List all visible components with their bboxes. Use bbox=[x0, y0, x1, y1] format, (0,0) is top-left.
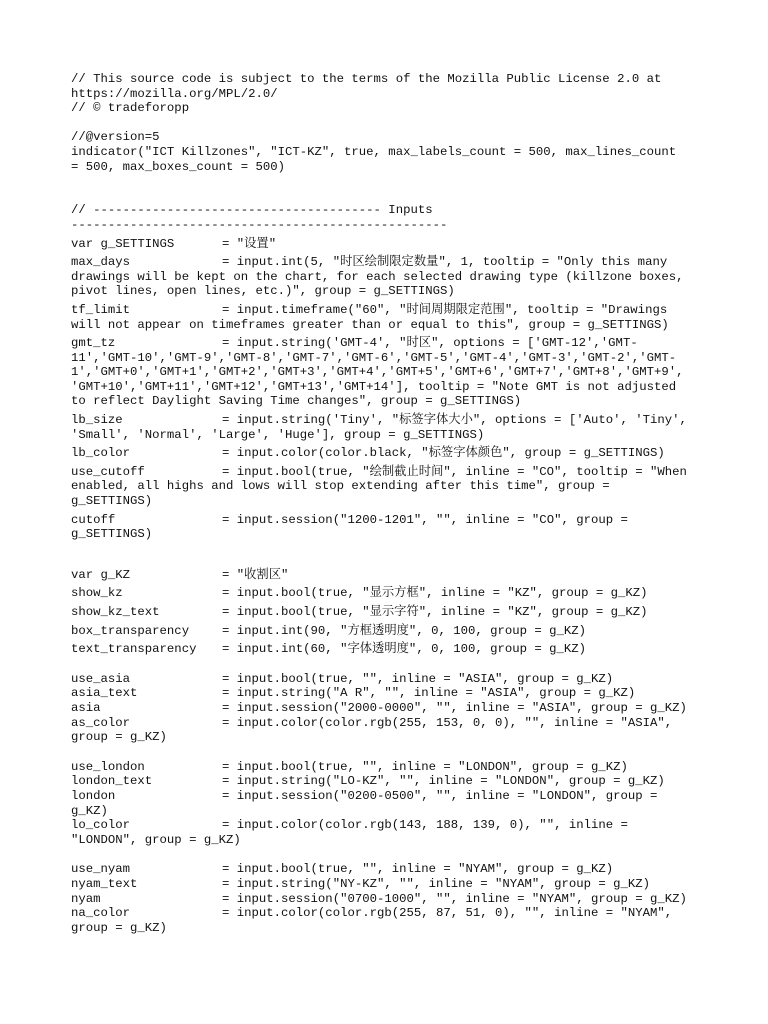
code-line-var-g-settings bbox=[71, 237, 701, 252]
variable-assignment: = input.session("1200-1201", "", inline = "CO", group = bbox=[222, 512, 628, 527]
code-line-continuation: 'Small', 'Normal', 'Large', 'Huge'], group = g_SETTINGS) bbox=[71, 427, 485, 442]
variable-assignment: = input.color(color.rgb(255, 153, 0, 0), "", inline = "ASIA", bbox=[222, 715, 673, 730]
code-line-london-text bbox=[71, 774, 701, 789]
variable-name: gmt_tz bbox=[71, 336, 116, 351]
variable-name: asia_text bbox=[71, 686, 138, 701]
author-comment: // © tradeforopp bbox=[71, 101, 190, 116]
variable-name: lo_color bbox=[71, 818, 131, 833]
variable-name: cutoff bbox=[71, 512, 116, 527]
variable-name: use_asia bbox=[71, 671, 131, 686]
variable-assignment: = input.timeframe("60", "时间周期限定范围", tooltip = "Drawings bbox=[222, 302, 668, 317]
variable-assignment: = input.int(5, "时区绘制限定数量", 1, tooltip = "Only this many bbox=[222, 255, 668, 270]
license-comment: // This source code is subject to the terms of the Mozilla Public License 2.0 at bbox=[71, 72, 662, 86]
code-line-text-transparency bbox=[71, 642, 701, 657]
variable-name: var g_SETTINGS bbox=[71, 236, 175, 251]
variable-assignment: = input.bool(true, "", inline = "LONDON", group = g_KZ) bbox=[222, 759, 628, 774]
code-line-max-days bbox=[71, 255, 701, 270]
variable-name: nyam bbox=[71, 891, 101, 906]
variable-assignment: = input.string("NY-KZ", "", inline = "NYAM", group = g_KZ) bbox=[222, 876, 651, 891]
inputs-section-header: // --------------------------------------- Inputs bbox=[71, 203, 433, 218]
variable-name: as_color bbox=[71, 715, 131, 730]
variable-assignment: = input.int(60, "字体透明度", 0, 100, group = g_KZ) bbox=[222, 642, 587, 657]
code-line-continuation: 11','GMT-10','GMT-9','GMT-8','GMT-7','GMT-6','GMT-5','GMT-4','GMT-3','GMT-2','GMT- 1','GMT+0','GMT+1','GMT+2','GMT+3','GMT+4','GMT+5','GMT+6','GMT+7','GMT+8','GMT+9', 'GMT+10','GMT+11','GMT+12','GMT+13','GMT+14'], tooltip = "Note GMT is not adjusted to reflect Daylight Saving Time changes", group = g_SETTINGS) bbox=[71, 350, 684, 409]
variable-assignment: = input.bool(true, "", inline = "NYAM", group = g_KZ) bbox=[222, 862, 614, 877]
license-url: https://mozilla.org/MPL/2.0/ bbox=[71, 86, 278, 101]
killzone-block bbox=[71, 568, 701, 657]
code-line-nyam-text bbox=[71, 877, 701, 892]
variable-assignment: = input.color(color.rgb(143, 188, 139, 0), "", inline = bbox=[222, 818, 628, 833]
variable-name: lb_color bbox=[71, 446, 131, 461]
code-line-show-kz-text bbox=[71, 605, 701, 620]
variable-assignment: = input.color(color.rgb(255, 87, 51, 0), "", inline = "NYAM", bbox=[222, 906, 673, 921]
code-line-continuation: g_SETTINGS) bbox=[71, 527, 153, 542]
code-line-use-asia bbox=[71, 672, 701, 687]
code-line-use-cutoff bbox=[71, 465, 701, 480]
indicator-declaration-line-1: indicator("ICT Killzones", "ICT-KZ", true, max_labels_count = 500, max_lines_count bbox=[71, 144, 677, 159]
variable-assignment: = input.session("2000-0000", "", inline = "ASIA", group = g_KZ) bbox=[222, 700, 687, 715]
code-line-cutoff bbox=[71, 513, 701, 528]
nyam-block bbox=[71, 862, 701, 935]
variable-assignment: = input.bool(true, "", inline = "ASIA", group = g_KZ) bbox=[222, 671, 614, 686]
code-line-lb-color bbox=[71, 446, 701, 461]
variable-name: london_text bbox=[71, 774, 153, 789]
variable-assignment: = input.bool(true, "显示字符", inline = "KZ", group = g_KZ) bbox=[222, 605, 648, 619]
variable-name: var g_KZ bbox=[71, 567, 131, 582]
variable-name: nyam_text bbox=[71, 876, 138, 891]
variable-assignment: = input.bool(true, "显示方框", inline = "KZ", group = g_KZ) bbox=[222, 586, 648, 601]
variable-name: show_kz_text bbox=[71, 605, 160, 619]
asia-block bbox=[71, 672, 701, 745]
code-line-continuation: drawings will be kept on the chart, for each selected drawing type (killzone boxes, pivot lines, open lines, etc.)", group = g_SETTINGS) bbox=[71, 269, 684, 299]
variable-assignment: = input.string("LO-KZ", "", inline = "LONDON", group = g_KZ) bbox=[222, 774, 665, 789]
code-line-asia bbox=[71, 701, 701, 716]
code-line-nyam bbox=[71, 892, 701, 907]
code-line-na-color bbox=[71, 906, 701, 921]
variable-assignment: = input.session("0700-1000", "", inline = "NYAM", group = g_KZ) bbox=[222, 891, 687, 906]
variable-assignment: = "收割区" bbox=[222, 567, 289, 582]
version-directive: //@version=5 bbox=[71, 130, 160, 145]
code-line-var-g-kz bbox=[71, 568, 701, 583]
code-line-use-london bbox=[71, 760, 701, 775]
code-line-lo-color bbox=[71, 818, 701, 833]
code-line-tf-limit bbox=[71, 303, 701, 318]
variable-name: show_kz bbox=[71, 586, 123, 601]
variable-assignment: = "设置" bbox=[222, 236, 277, 251]
variable-assignment: = input.int(90, "方框透明度", 0, 100, group = g_KZ) bbox=[222, 623, 587, 638]
indicator-declaration-line-2: = 500, max_boxes_count = 500) bbox=[71, 159, 286, 174]
variable-name: na_color bbox=[71, 906, 131, 921]
code-line-as-color bbox=[71, 716, 701, 731]
variable-name: use_nyam bbox=[71, 862, 131, 877]
variable-assignment: = input.string("A R", "", inline = "ASIA", group = g_KZ) bbox=[222, 686, 636, 701]
code-line-continuation: group = g_KZ) bbox=[71, 730, 167, 745]
variable-assignment: = input.session("0200-0500", "", inline = "LONDON", group = bbox=[222, 788, 658, 803]
code-line-continuation: enabled, all highs and lows will stop extending after this time", group = g_SETTINGS) bbox=[71, 479, 610, 509]
source-code-document bbox=[71, 72, 701, 935]
variable-name: box_transparency bbox=[71, 623, 190, 638]
code-line-continuation: "LONDON", group = g_KZ) bbox=[71, 832, 241, 847]
variable-assignment: = input.color(color.black, "标签字体颜色", group = g_SETTINGS) bbox=[222, 446, 665, 461]
code-line-box-transparency bbox=[71, 624, 701, 639]
code-line-continuation: will not appear on timeframes greater than or equal to this", group = g_SETTINGS) bbox=[71, 317, 669, 332]
variable-name: asia bbox=[71, 700, 101, 715]
variable-name: max_days bbox=[71, 255, 131, 270]
london-block bbox=[71, 760, 701, 848]
variable-assignment: = input.string('Tiny', "标签字体大小", options = ['Auto', 'Tiny', bbox=[222, 413, 687, 428]
variable-assignment: = input.bool(true, "绘制截止时间", inline = "CO", tooltip = "When bbox=[222, 464, 687, 479]
code-line-lb-size bbox=[71, 413, 701, 428]
variable-name: text_transparency bbox=[71, 642, 197, 657]
code-line-asia-text bbox=[71, 686, 701, 701]
code-line-gmt-tz bbox=[71, 336, 701, 351]
variable-name: tf_limit bbox=[71, 302, 131, 317]
code-line-london bbox=[71, 789, 701, 804]
variable-name: use_london bbox=[71, 759, 145, 774]
settings-block bbox=[71, 237, 701, 542]
variable-assignment: = input.string('GMT-4', "时区", options = ['GMT-12','GMT- bbox=[222, 336, 638, 351]
code-line-continuation: group = g_KZ) bbox=[71, 920, 167, 935]
code-line-continuation: g_KZ) bbox=[71, 803, 108, 818]
variable-name: london bbox=[71, 788, 116, 803]
inputs-section-divider: --------------------------------------------------- bbox=[71, 217, 448, 232]
code-line-show-kz bbox=[71, 586, 701, 601]
variable-name: use_cutoff bbox=[71, 464, 145, 479]
code-line-use-nyam bbox=[71, 862, 701, 877]
variable-name: lb_size bbox=[71, 413, 123, 428]
